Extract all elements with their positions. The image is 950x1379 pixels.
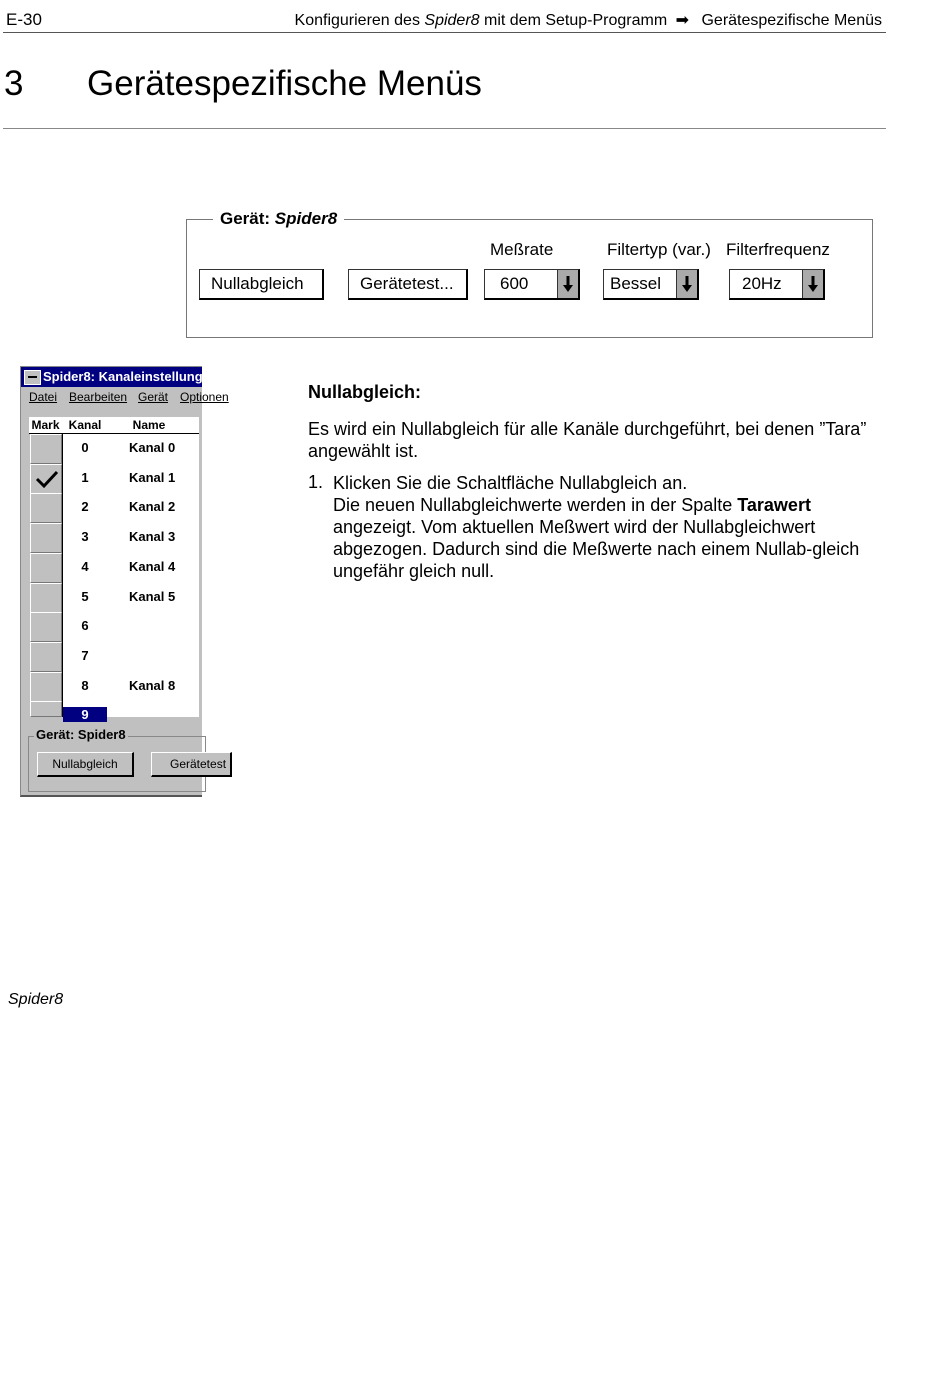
- channel-settings-window: [20, 366, 229, 797]
- chapter-number: 3: [4, 64, 24, 103]
- menu-geraet[interactable]: Gerät: [138, 390, 169, 404]
- geraetetest-button[interactable]: Gerätetest...: [348, 269, 468, 300]
- kanal-number-cell[interactable]: 0: [81, 440, 89, 455]
- screenshot-geraetetest-button[interactable]: Gerätetest: [151, 752, 232, 777]
- step-number: 1.: [308, 472, 324, 492]
- kanal-name-cell[interactable]: Kanal 3: [129, 529, 176, 545]
- chapter-rule: [3, 128, 886, 129]
- chevron-down-icon[interactable]: [676, 270, 697, 298]
- kanal-number-cell[interactable]: 6: [81, 618, 89, 634]
- system-menu-icon[interactable]: [24, 370, 41, 385]
- step-line-2: [333, 494, 873, 582]
- intro-paragraph: Es wird ein Nullabgleich für alle Kanäle durchgeführt, bei denen ”Tara” angewählt ist.: [308, 419, 867, 461]
- mark-checkbox[interactable]: [30, 434, 62, 464]
- mark-checkbox[interactable]: [30, 672, 62, 702]
- device-legend-label: Gerät:: [220, 209, 275, 228]
- mark-checkbox[interactable]: [30, 553, 62, 583]
- window-title-bar: [21, 367, 218, 387]
- breadcrumb-section: Gerätespezifische Menüs: [701, 12, 882, 29]
- nullabgleich-button[interactable]: Nullabgleich: [199, 269, 324, 300]
- kanal-number-cell[interactable]: 3: [81, 529, 89, 545]
- device-legend-name: Spider8: [274, 209, 338, 228]
- mark-checkbox[interactable]: [30, 583, 62, 613]
- page-number: E-30: [6, 10, 42, 29]
- mark-checkbox[interactable]: [30, 701, 62, 717]
- kanal-number-cell[interactable]: 1: [81, 469, 89, 485]
- filtertyp-select[interactable]: [603, 269, 699, 300]
- channel-grid: [29, 417, 199, 723]
- kanal-number-cell[interactable]: 7: [81, 647, 89, 663]
- step-text: [333, 472, 873, 582]
- step-line-1: Klicken Sie die Schaltfläche Nullabgleich an.: [333, 473, 688, 493]
- messrate-value: 600: [500, 274, 529, 293]
- column-header-name[interactable]: Name: [132, 418, 166, 432]
- breadcrumb-product: Spider8: [424, 12, 480, 29]
- kanal-number-cell[interactable]: 2: [81, 499, 89, 515]
- menu-datei[interactable]: Datei: [29, 390, 58, 404]
- messrate-label: Meßrate: [490, 240, 554, 259]
- footer-product: Spider8: [8, 991, 64, 1008]
- column-header-mark[interactable]: Mark: [31, 418, 60, 432]
- mark-checkbox[interactable]: [30, 464, 62, 494]
- window-title: Spider8: Kanaleinstellungen: [43, 369, 218, 384]
- chevron-down-icon[interactable]: [557, 270, 578, 298]
- tarawert-term: Tarawert: [737, 495, 811, 515]
- filterfrequenz-label: Filterfrequenz: [726, 240, 830, 259]
- kanal-number-cell[interactable]: 5: [81, 588, 89, 604]
- screenshot-device-legend: Gerät: Spider8: [36, 727, 126, 742]
- kanal-number-cell[interactable]: 8: [81, 677, 89, 693]
- kanal-name-cell[interactable]: Kanal 5: [129, 588, 176, 604]
- column-header-kanal[interactable]: Kanal: [68, 418, 102, 432]
- kanal-number-cell[interactable]: 9: [63, 707, 107, 722]
- checkmark-icon: [35, 469, 59, 489]
- kanal-name-cell[interactable]: Kanal 8: [129, 677, 176, 693]
- filterfrequenz-value: 20Hz: [742, 274, 782, 293]
- step-line-2-suffix: angezeigt. Vom aktuellen Meßwert wird der Nullabgleichwert abgezogen. Dadurch sind die Meßwerte nach einem Nullab-gleich ungefähr gleich null.: [333, 517, 860, 581]
- filterfrequenz-select[interactable]: [729, 269, 825, 300]
- messrate-select[interactable]: [484, 269, 580, 300]
- kanal-name-cell[interactable]: Kanal 1: [129, 469, 176, 485]
- kanal-number-cell[interactable]: 4: [81, 558, 89, 574]
- kanal-name-cell[interactable]: Kanal 2: [129, 499, 176, 515]
- running-header: [295, 10, 882, 30]
- kanal-name-cell[interactable]: Kanal 4: [129, 558, 176, 574]
- header-rule: [3, 32, 886, 33]
- filtertyp-value: Bessel: [610, 274, 662, 293]
- mark-checkbox[interactable]: [30, 523, 62, 553]
- kanal-name-cell[interactable]: Kanal 0: [129, 440, 176, 455]
- menu-bar: [21, 388, 229, 407]
- step-line-2-prefix: Die neuen Nullabgleichwerte werden in der Spalte: [333, 495, 738, 515]
- arrow-right-icon: ➡: [675, 12, 690, 29]
- breadcrumb-prefix: Konfigurieren des: [294, 12, 425, 29]
- breadcrumb-suffix: mit dem Setup-Programm: [479, 12, 668, 29]
- mark-checkbox[interactable]: [30, 493, 62, 523]
- device-group-legend: [213, 209, 344, 229]
- menu-bearbeiten[interactable]: Bearbeiten: [69, 390, 128, 404]
- menu-optionen[interactable]: Optionen: [180, 390, 229, 404]
- chapter-title: Gerätespezifische Menüs: [87, 64, 482, 103]
- chevron-down-icon[interactable]: [802, 270, 823, 298]
- section-heading: Nullabgleich:: [308, 382, 422, 402]
- mark-checkbox[interactable]: [30, 612, 62, 642]
- screenshot-nullabgleich-button[interactable]: Nullabgleich: [37, 752, 134, 777]
- filtertyp-label: Filtertyp (var.): [607, 240, 711, 259]
- mark-checkbox[interactable]: [30, 642, 62, 672]
